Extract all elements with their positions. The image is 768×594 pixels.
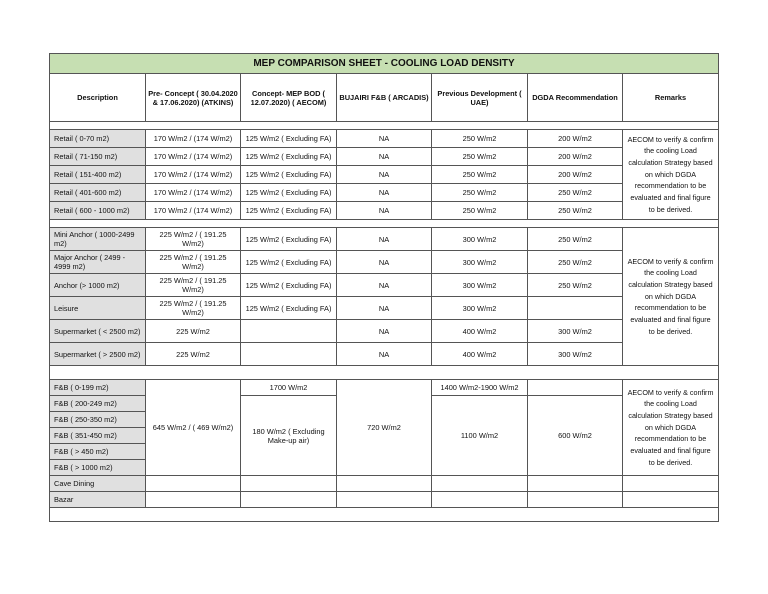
dgda-cell: 250 W/m2 (528, 228, 623, 251)
bujairi-cell (337, 492, 432, 508)
previous-cell (432, 492, 528, 508)
row-description: Bazar (50, 492, 146, 508)
bujairi-cell: NA (337, 343, 432, 366)
table-row (50, 184, 719, 202)
spacer-row (50, 366, 719, 380)
pre-concept-cell: 170 W/m2 / (174 W/m2) (146, 202, 241, 220)
row-description: Retail ( 0-70 m2) (50, 130, 146, 148)
row-description: Retail ( 71-150 m2) (50, 148, 146, 166)
dgda-cell: 250 W/m2 (528, 184, 623, 202)
concept-cell (241, 320, 337, 343)
table-row (50, 343, 719, 366)
retail-section (50, 130, 719, 220)
dgda-cell (528, 492, 623, 508)
remarks-cell (623, 476, 719, 492)
pre-concept-cell (146, 492, 241, 508)
table-row (50, 166, 719, 184)
previous-cell: 300 W/m2 (432, 274, 528, 297)
previous-cell: 300 W/m2 (432, 228, 528, 251)
bujairi-cell: NA (337, 184, 432, 202)
header-concept-mep: Concept- MEP BOD ( 12.07.2020) ( AECOM) (241, 74, 337, 122)
concept-cell (241, 476, 337, 492)
row-description: Anchor (> 1000 m2) (50, 274, 146, 297)
table-row (50, 380, 719, 396)
concept-cell (241, 492, 337, 508)
table-row (50, 320, 719, 343)
fnb-section (50, 380, 719, 508)
previous-cell (432, 476, 528, 492)
bujairi-cell: NA (337, 320, 432, 343)
previous-cell: 250 W/m2 (432, 184, 528, 202)
bujairi-cell: NA (337, 297, 432, 320)
remarks-cell: AECOM to verify & confirm the cooling Load calculation Strategy based on which DGDA recommendation to be evaluated and final figure to be derived. (623, 130, 719, 220)
table-row (50, 297, 719, 320)
previous-cell: 300 W/m2 (432, 297, 528, 320)
pre-concept-cell: 225 W/m2 / ( 191.25 W/m2) (146, 251, 241, 274)
previous-cell: 250 W/m2 (432, 202, 528, 220)
pre-concept-cell: 170 W/m2 / (174 W/m2) (146, 166, 241, 184)
bujairi-cell: NA (337, 130, 432, 148)
table-row (50, 130, 719, 148)
row-description: F&B ( > 1000 m2) (50, 460, 146, 476)
dgda-cell: 600 W/m2 (528, 396, 623, 476)
dgda-cell: 200 W/m2 (528, 166, 623, 184)
pre-concept-cell: 225 W/m2 / ( 191.25 W/m2) (146, 228, 241, 251)
anchor-section (50, 228, 719, 366)
pre-concept-cell: 170 W/m2 / (174 W/m2) (146, 184, 241, 202)
remarks-cell: AECOM to verify & confirm the cooling Load calculation Strategy based on which DGDA recommendation to be evaluated and final figure to be derived. (623, 380, 719, 476)
concept-cell: 125 W/m2 ( Excluding FA) (241, 184, 337, 202)
pre-concept-cell: 170 W/m2 / (174 W/m2) (146, 130, 241, 148)
dgda-cell: 250 W/m2 (528, 251, 623, 274)
table-row (50, 202, 719, 220)
previous-cell: 400 W/m2 (432, 343, 528, 366)
bujairi-cell: NA (337, 274, 432, 297)
row-description: F&B ( 0-199 m2) (50, 380, 146, 396)
row-description: F&B ( > 450 m2) (50, 444, 146, 460)
pre-concept-cell: 225 W/m2 (146, 343, 241, 366)
dgda-cell: 300 W/m2 (528, 320, 623, 343)
previous-cell: 250 W/m2 (432, 148, 528, 166)
concept-cell: 1700 W/m2 (241, 380, 337, 396)
row-description: F&B ( 250-350 m2) (50, 412, 146, 428)
concept-cell: 125 W/m2 ( Excluding FA) (241, 297, 337, 320)
concept-cell: 125 W/m2 ( Excluding FA) (241, 274, 337, 297)
table-row (50, 251, 719, 274)
concept-cell: 125 W/m2 ( Excluding FA) (241, 130, 337, 148)
header-bujairi: BUJAIRI F&B ( ARCADIS) (337, 74, 432, 122)
pre-concept-cell: 225 W/m2 (146, 320, 241, 343)
previous-cell: 1400 W/m2-1900 W/m2 (432, 380, 528, 396)
concept-cell: 125 W/m2 ( Excluding FA) (241, 228, 337, 251)
concept-cell: 125 W/m2 ( Excluding FA) (241, 148, 337, 166)
sheet-title: MEP COMPARISON SHEET - COOLING LOAD DENSITY (50, 54, 719, 74)
bujairi-cell: NA (337, 166, 432, 184)
dgda-cell: 300 W/m2 (528, 343, 623, 366)
spacer-row (50, 220, 719, 228)
bujairi-cell: NA (337, 202, 432, 220)
header-previous-development: Previous Development ( UAE) (432, 74, 528, 122)
concept-cell: 180 W/m2 ( Excluding Make-up air) (241, 396, 337, 476)
row-description: Mini Anchor ( 1000-2499 m2) (50, 228, 146, 251)
previous-cell: 250 W/m2 (432, 130, 528, 148)
row-description: Supermarket ( < 2500 m2) (50, 320, 146, 343)
pre-concept-cell (146, 476, 241, 492)
concept-cell: 125 W/m2 ( Excluding FA) (241, 202, 337, 220)
dgda-cell: 200 W/m2 (528, 148, 623, 166)
concept-cell: 125 W/m2 ( Excluding FA) (241, 251, 337, 274)
dgda-cell: 250 W/m2 (528, 274, 623, 297)
pre-concept-cell: 225 W/m2 / ( 191.25 W/m2) (146, 297, 241, 320)
dgda-cell (528, 476, 623, 492)
row-description: Retail ( 401-600 m2) (50, 184, 146, 202)
pre-concept-cell: 225 W/m2 / ( 191.25 W/m2) (146, 274, 241, 297)
previous-cell: 1100 W/m2 (432, 396, 528, 476)
concept-cell (241, 343, 337, 366)
dgda-cell (528, 380, 623, 396)
bujairi-cell: NA (337, 148, 432, 166)
pre-concept-cell: 170 W/m2 / (174 W/m2) (146, 148, 241, 166)
dgda-cell (528, 297, 623, 320)
row-description: Major Anchor ( 2499 - 4999 m2) (50, 251, 146, 274)
remarks-cell: AECOM to verify & confirm the cooling Load calculation Strategy based on which DGDA recommendation to be evaluated and final figure to be derived. (623, 228, 719, 366)
row-description: Retail ( 151-400 m2) (50, 166, 146, 184)
row-description: Cave Dining (50, 476, 146, 492)
spacer-row (50, 508, 719, 522)
row-description: F&B ( 351-450 m2) (50, 428, 146, 444)
header-pre-concept: Pre- Concept ( 30.04.2020 & 17.06.2020) (ATKINS) (146, 74, 241, 122)
bujairi-cell: NA (337, 228, 432, 251)
dgda-cell: 250 W/m2 (528, 202, 623, 220)
remarks-cell (623, 492, 719, 508)
dgda-cell: 200 W/m2 (528, 130, 623, 148)
table-row (50, 492, 719, 508)
bujairi-cell: 720 W/m2 (337, 380, 432, 476)
table-row (50, 274, 719, 297)
cooling-load-table (49, 53, 719, 522)
bujairi-cell: NA (337, 251, 432, 274)
bujairi-cell (337, 476, 432, 492)
row-description: F&B ( 200-249 m2) (50, 396, 146, 412)
previous-cell: 400 W/m2 (432, 320, 528, 343)
concept-cell: 125 W/m2 ( Excluding FA) (241, 166, 337, 184)
previous-cell: 300 W/m2 (432, 251, 528, 274)
pre-concept-cell: 645 W/m2 / ( 469 W/m2) (146, 380, 241, 476)
row-description: Supermarket ( > 2500 m2) (50, 343, 146, 366)
table-row (50, 148, 719, 166)
spacer-row (50, 122, 719, 130)
row-description: Leisure (50, 297, 146, 320)
table-row (50, 228, 719, 251)
previous-cell: 250 W/m2 (432, 166, 528, 184)
header-dgda: DGDA Recommendation (528, 74, 623, 122)
row-description: Retail ( 600 - 1000 m2) (50, 202, 146, 220)
header-remarks: Remarks (623, 74, 719, 122)
header-description: Description (50, 74, 146, 122)
table-row (50, 476, 719, 492)
